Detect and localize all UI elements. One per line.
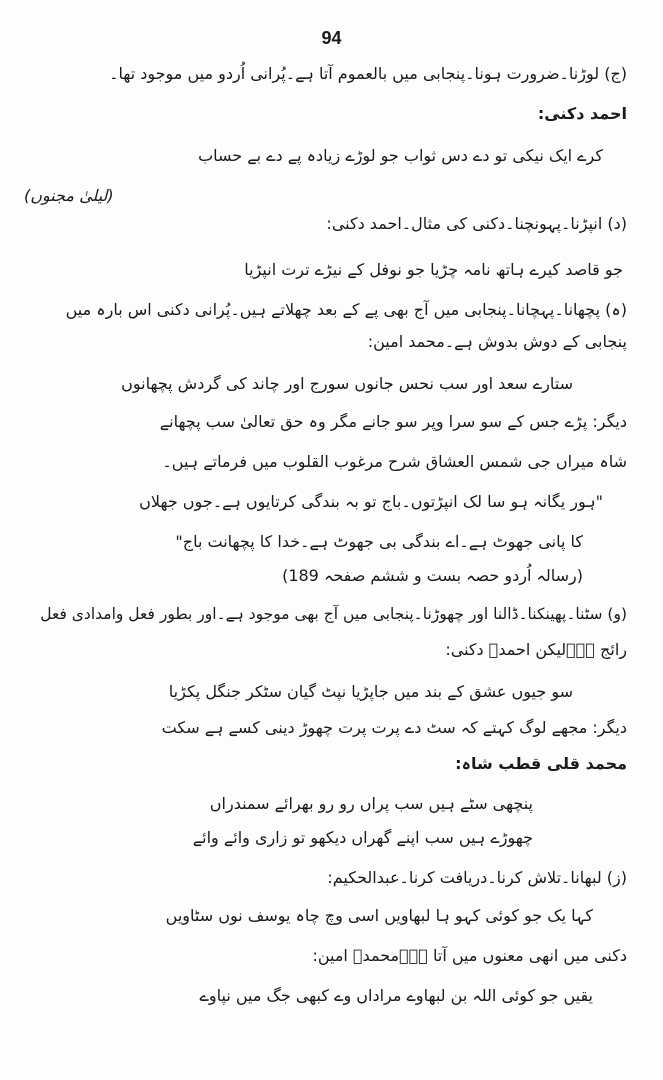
quotation-line: "ہور یگانہ ہو سا لک انپڑتوں۔باج تو بہ بندگی کرتایوں ہے۔جوں جھلاں	[139, 492, 603, 511]
verse-line: کہا یک جو کوئی کہو ہا لبھاویں اسی وچ چاہ یوسف نوں سٹاویں	[165, 906, 593, 925]
page-number: 94	[321, 28, 342, 48]
poet-heading-quli-qutb-shah: محمد قلی قطب شاہ:	[455, 754, 627, 773]
verse-line: پنچھی سٹے ہیں سب پراں رو رو بھرائے سمندراں	[209, 794, 533, 813]
verse-line: جو قاصد کیرے ہاتھ نامہ چڑیا جو نوفل کے نیڑے ترت انپڑیا	[244, 260, 623, 279]
paragraph-line: شاہ میراں جی شمس العشاق شرح مرغوب القلوب میں فرماتے ہیں۔	[162, 452, 627, 471]
section-daal-line: (د) انپڑنا۔پہونچنا۔دکنی کی مثال۔احمد دکنی:	[326, 214, 627, 233]
verse-line: سو جیوں عشق کے بند میں جاپڑیا نپٹ گیان سٹکر جنگل پکڑیا	[168, 682, 573, 701]
section-he-line: (ہ) پچھانا۔پہچانا۔پنجابی میں آج بھی پے کے بعد چھلاتے ہیں۔پُرانی دکنی اس بارہ میں	[65, 300, 627, 319]
section-waw-line: (و) سٹنا۔پھینکنا۔ڈالنا اور چھوڑنا۔پنجابی میں آج بھی موجود ہے۔اور بطور فعل وامدادی فعل	[40, 605, 627, 623]
verse-line: ستارے سعد اور سب نحس جانوں سورج اور چاند کی گردش پچھانوں	[121, 374, 573, 393]
section-jeem-line: (ج) لوڑنا۔ضرورت ہونا۔پنجابی میں بالعموم آتا ہے۔پُرانی اُردو میں موجود تھا۔	[109, 64, 627, 83]
source-citation-laila-majnun: (لیلیٰ مجنوں)	[24, 186, 114, 205]
paragraph-line: پنجابی کے دوش بدوش ہے۔محمد امین:	[367, 332, 627, 351]
poet-heading-ahmad-dakni: احمد دکنی:	[537, 104, 627, 123]
verse-line: یقیں جو کوئی اللہ بن لبھاوے مراداں وے کبھی جگ میں نپاوے	[199, 986, 593, 1005]
source-citation-risala-urdu: (رسالہ اُردو حصہ بست و ششم صفحہ 189)	[282, 566, 583, 585]
verse-line: کرے ایک نیکی تو دے دس ثواب جو لوڑے زیادہ پے دے بے حساب	[198, 146, 603, 165]
quotation-line: کا پانی جھوٹ ہے۔اے بندگی بی جھوٹ ہے۔خدا کا پچھانت باج"	[175, 532, 583, 551]
paragraph-line: رائج ہے۔لیکن احمدؔ دکنی:	[445, 640, 627, 659]
section-ze-line: (ز) لبھانا۔تلاش کرنا۔دریافت کرنا۔عبدالحکیم:	[327, 868, 627, 887]
verse-line-digar: دیگر: مجھے لوگ کہتے کہ سٹ دے پرت پرت چھوڑ دینی کسے ہے سکت	[161, 718, 627, 737]
paragraph-line: دکنی میں انھی معنوں میں آتا ہے۔محمدؔ امین:	[312, 946, 627, 965]
verse-line: چھوڑے ہیں سب اپنے گھراں دیکھو تو زاری وائے وائے	[192, 828, 533, 847]
verse-line-digar: دیگر: پڑے جس کے سو سرا وپر سو جانے مگر وہ حق تعالیٰ سب پچھانے	[159, 412, 627, 431]
